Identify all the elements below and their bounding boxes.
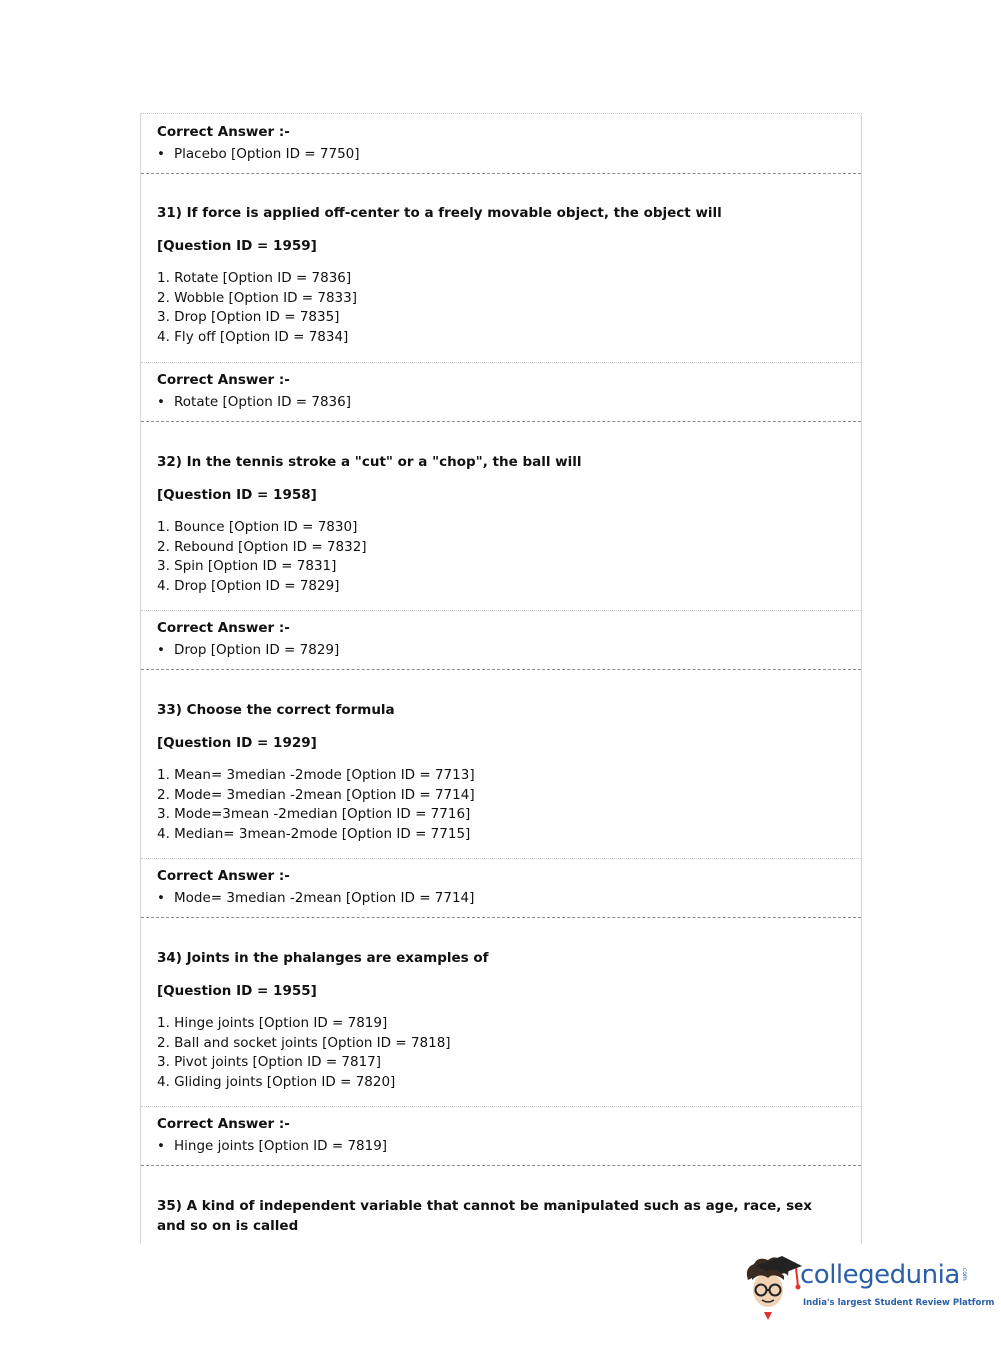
mascot-icon xyxy=(742,1250,802,1322)
option-list xyxy=(157,518,839,596)
bullet-icon: • xyxy=(157,642,165,658)
question-sheet xyxy=(140,113,862,1244)
question-text: 31) If force is applied off-center to a freely movable object, the object will xyxy=(157,205,722,221)
question-id: [Question ID = 1959] xyxy=(157,238,317,254)
option-list xyxy=(157,766,839,844)
question-block-32 xyxy=(141,422,861,611)
collegedunia-logo xyxy=(742,1250,995,1322)
correct-answer-text: Drop [Option ID = 7829] xyxy=(174,642,340,658)
option-item: 3. Pivot joints [Option ID = 7817] xyxy=(157,1054,382,1070)
option-item: 4. Median= 3mean-2mode [Option ID = 7715] xyxy=(157,825,471,842)
option-item: 4. Drop [Option ID = 7829] xyxy=(157,577,340,594)
question-block-34 xyxy=(141,918,861,1107)
bullet-icon: • xyxy=(157,1138,165,1154)
option-item: 1. Rotate [Option ID = 7836] xyxy=(157,270,352,286)
correct-answer-label: Correct Answer :- xyxy=(157,1116,290,1132)
question-id: [Question ID = 1929] xyxy=(157,735,317,751)
option-item: 1. Hinge joints [Option ID = 7819] xyxy=(157,1015,388,1031)
question-id: [Question ID = 1955] xyxy=(157,983,317,999)
correct-answer-item xyxy=(157,143,839,165)
correct-answer-label: Correct Answer :- xyxy=(157,868,290,884)
bullet-icon: • xyxy=(157,890,165,906)
option-list xyxy=(157,1014,839,1092)
option-item: 3. Mode=3mean -2median [Option ID = 7716] xyxy=(157,806,471,822)
correct-answer-item xyxy=(157,391,839,413)
question-text: 33) Choose the correct formula xyxy=(157,702,395,718)
answer-block-30 xyxy=(141,114,861,174)
correct-answer-label: Correct Answer :- xyxy=(157,124,290,140)
question-text: 32) In the tennis stroke a "cut" or a "chop", the ball will xyxy=(157,454,582,470)
correct-answer-item xyxy=(157,639,839,661)
answer-block-34 xyxy=(141,1107,861,1166)
question-id: [Question ID = 1958] xyxy=(157,487,317,503)
question-block-33 xyxy=(141,670,861,859)
option-list xyxy=(157,269,839,347)
option-item: 2. Mode= 3median -2mean [Option ID = 7714] xyxy=(157,786,475,803)
bullet-icon: • xyxy=(157,146,165,162)
answer-block-32 xyxy=(141,611,861,670)
question-text: 34) Joints in the phalanges are examples of xyxy=(157,950,489,966)
correct-answer-item xyxy=(157,1135,839,1157)
option-item: 1. Mean= 3median -2mode [Option ID = 7713] xyxy=(157,767,475,783)
bullet-icon: • xyxy=(157,394,165,410)
correct-answer-label: Correct Answer :- xyxy=(157,372,290,388)
logo-name: collegedunia xyxy=(800,1260,960,1290)
answer-block-33 xyxy=(141,859,861,918)
logo-com: .com xyxy=(961,1266,968,1281)
question-text: 35) A kind of independent variable that cannot be manipulated such as age, race, sex and so on is called xyxy=(157,1198,812,1234)
correct-answer-item xyxy=(157,887,839,909)
option-item: 4. Gliding joints [Option ID = 7820] xyxy=(157,1073,396,1090)
option-item: 2. Wobble [Option ID = 7833] xyxy=(157,289,357,306)
option-item: 2. Ball and socket joints [Option ID = 7818] xyxy=(157,1034,451,1051)
question-block-31 xyxy=(141,174,861,363)
question-block-35 xyxy=(141,1166,861,1236)
correct-answer-text: Mode= 3median -2mean [Option ID = 7714] xyxy=(174,890,475,906)
option-item: 4. Fly off [Option ID = 7834] xyxy=(157,328,349,345)
correct-answer-text: Hinge joints [Option ID = 7819] xyxy=(174,1138,388,1154)
logo-tagline: India's largest Student Review Platform xyxy=(803,1298,995,1308)
correct-answer-label: Correct Answer :- xyxy=(157,620,290,636)
option-item: 3. Spin [Option ID = 7831] xyxy=(157,558,337,574)
correct-answer-text: Rotate [Option ID = 7836] xyxy=(174,394,351,410)
correct-answer-text: Placebo [Option ID = 7750] xyxy=(174,146,360,162)
answer-block-31 xyxy=(141,363,861,422)
option-item: 2. Rebound [Option ID = 7832] xyxy=(157,538,367,555)
option-item: 3. Drop [Option ID = 7835] xyxy=(157,309,340,325)
option-item: 1. Bounce [Option ID = 7830] xyxy=(157,519,358,535)
